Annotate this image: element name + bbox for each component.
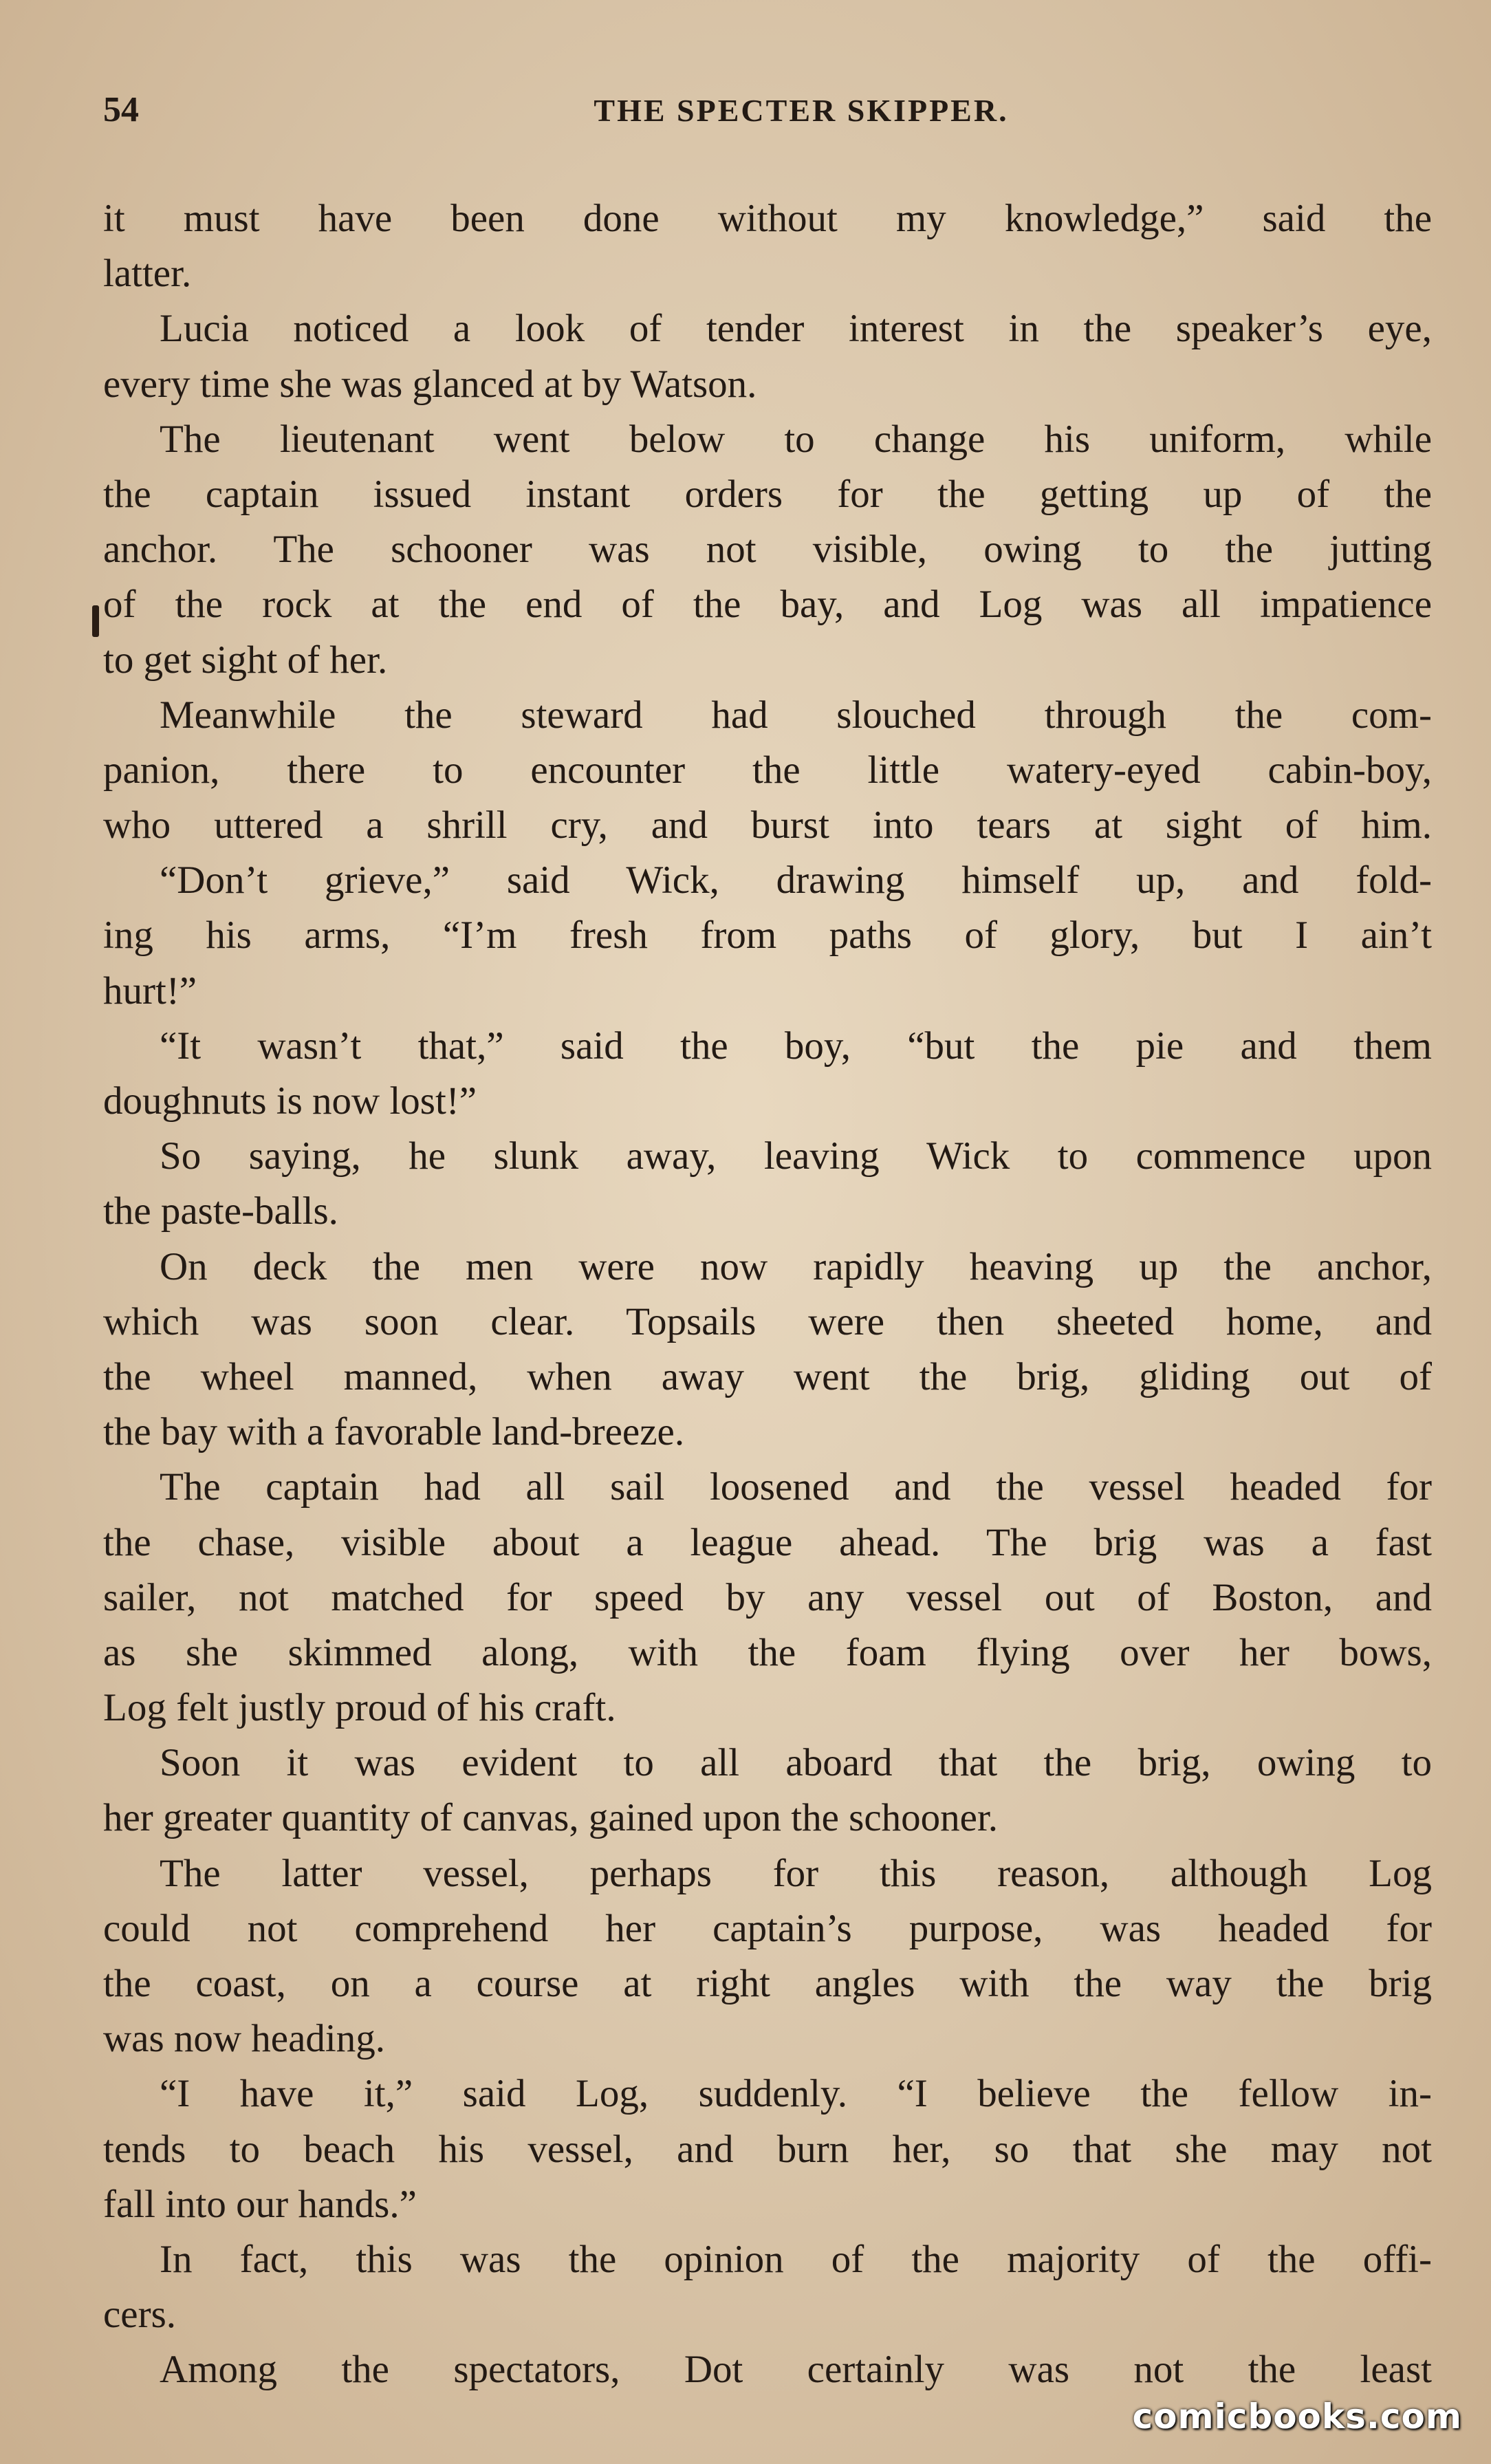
text-line: The latter vessel, perhaps for this reason, although Log <box>160 1851 1432 1895</box>
text-line: could not comprehend her captain’s purpose, was headed for <box>103 1906 1432 1950</box>
text-line: The lieutenant went below to change his uniform, while <box>160 417 1432 461</box>
text-line: the captain issued instant orders for the getting up of the <box>103 472 1432 516</box>
text-line: who uttered a shrill cry, and burst into tears at sight of him. <box>103 803 1432 847</box>
text-line: tends to beach his vessel, and burn her, so that she may not <box>103 2127 1432 2171</box>
text-line: cers. <box>103 2293 177 2337</box>
text-line: to get sight of her. <box>103 638 388 682</box>
text-line: it must have been done without my knowledge,” said the <box>103 197 1432 240</box>
watermark: comicbooks.com <box>1132 2397 1462 2436</box>
text-line: fall into our hands.” <box>103 2182 417 2226</box>
text-line: ing his arms, “I’m fresh from paths of glory, but I ain’t <box>103 914 1432 958</box>
text-line: Among the spectators, Dot certainly was not the least <box>160 2348 1432 2392</box>
body-text <box>103 191 1432 2398</box>
text-line: Soon it was evident to all aboard that the brig, owing to <box>160 1741 1432 1785</box>
text-line: “It wasn’t that,” said the boy, “but the pie and them <box>160 1024 1432 1068</box>
text-line: So saying, he slunk away, leaving Wick to commence upon <box>160 1134 1432 1178</box>
text-line: of the rock at the end of the bay, and Log was all impatience <box>103 583 1432 627</box>
text-line: panion, there to encounter the little watery-eyed cabin-boy, <box>103 748 1432 792</box>
page-number: 54 <box>103 90 139 129</box>
text-line: On deck the men were now rapidly heaving up the anchor, <box>160 1244 1432 1288</box>
text-line: Log felt justly proud of his craft. <box>103 1686 616 1730</box>
text-line: which was soon clear. Topsails were then sheeted home, and <box>103 1299 1432 1343</box>
text-line: her greater quantity of canvas, gained upon the schooner. <box>103 1796 999 1840</box>
text-line: was now heading. <box>103 2017 385 2061</box>
margin-ink-mark <box>92 605 99 637</box>
text-line: “Don’t grieve,” said Wick, drawing himself up, and fold- <box>160 858 1432 903</box>
page-header <box>103 89 1396 138</box>
text-line: The captain had all sail loosened and the vessel headed for <box>160 1465 1432 1509</box>
text-line: sailer, not matched for speed by any vessel out of Boston, and <box>103 1575 1432 1619</box>
text-line: latter. <box>103 252 192 296</box>
running-title: THE SPECTER SKIPPER. <box>594 93 1009 128</box>
text-line: the chase, visible about a league ahead. The brig was a fast <box>103 1520 1432 1564</box>
text-line: as she skimmed along, with the foam flying over her bows, <box>103 1630 1432 1674</box>
text-line: every time she was glanced at by Watson. <box>103 362 757 406</box>
text-line: hurt!” <box>103 969 197 1013</box>
text-line: the paste-balls. <box>103 1189 338 1233</box>
text-line: doughnuts is now lost!” <box>103 1079 477 1123</box>
text-line: Lucia noticed a look of tender interest in the speaker’s eye, <box>160 307 1432 351</box>
text-line: the wheel manned, when away went the brig, gliding out of <box>103 1354 1432 1398</box>
text-line: the coast, on a course at right angles with the way the brig <box>103 1962 1432 2005</box>
text-line: “I have it,” said Log, suddenly. “I believe the fellow in- <box>160 2072 1432 2116</box>
text-line: Meanwhile the steward had slouched through the com- <box>160 693 1432 737</box>
text-line: anchor. The schooner was not visible, owing to the jutting <box>103 528 1432 572</box>
text-line: In fact, this was the opinion of the majority of the offi- <box>160 2237 1432 2281</box>
text-line: the bay with a favorable land-breeze. <box>103 1410 685 1454</box>
